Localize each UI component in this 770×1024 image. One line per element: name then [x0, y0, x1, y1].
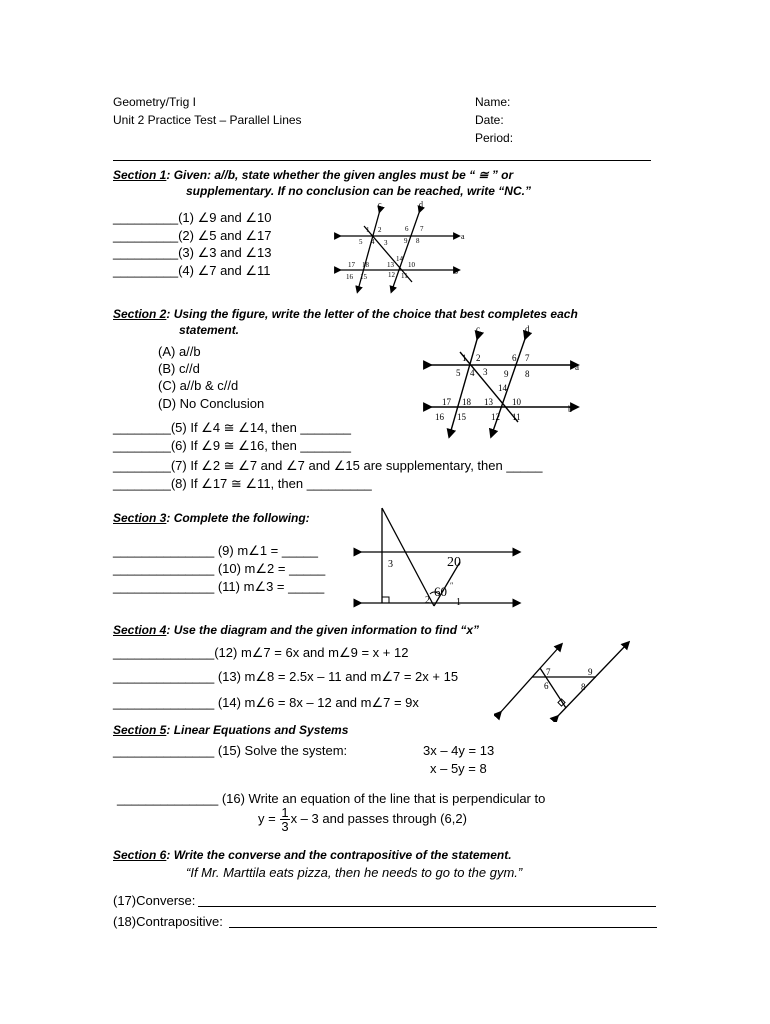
- s2-angle-7: 7: [525, 353, 530, 363]
- s2-angle-1: 1: [462, 353, 467, 363]
- s1-angle-7: 7: [420, 225, 424, 233]
- contrapositive-answer-line: [229, 927, 657, 928]
- s2-angle-9: 9: [504, 369, 509, 379]
- s1-angle-14: 14: [396, 255, 403, 263]
- section3-instruction: : Complete the following:: [166, 511, 310, 525]
- s1-label-d: d: [419, 200, 423, 209]
- s2-angle-8: 8: [525, 369, 530, 379]
- question-7: ________(7) If ∠2 ≅ ∠7 and ∠7 and ∠15 are supplementary, then _____: [113, 458, 543, 473]
- question-6: ________(6) If ∠9 ≅ ∠16, then _______: [113, 438, 352, 453]
- s1-angle-5: 5: [359, 238, 363, 246]
- s2-angle-15: 15: [457, 412, 466, 422]
- converse-answer-line: [198, 906, 656, 907]
- question-16: ______________ (16) Write an equation of the line that is perpendicular to: [117, 791, 546, 806]
- section1-heading: [113, 168, 513, 182]
- section2-figure: [420, 322, 595, 440]
- choice-b: (B) c//d: [158, 361, 200, 376]
- s1-angle-2: 2: [378, 226, 382, 234]
- s2-angle-18: 18: [462, 397, 471, 407]
- section5-label: Section 5: [113, 723, 167, 737]
- question-2: _________(2) ∠5 and ∠17: [113, 228, 272, 243]
- question-10: ______________ (10) m∠2 = _____: [113, 561, 326, 576]
- question-8: ________(8) If ∠17 ≅ ∠11, then _________: [113, 476, 372, 491]
- choice-d: (D) No Conclusion: [158, 396, 265, 411]
- choice-c: (C) a//b & c//d: [158, 378, 239, 393]
- s2-angle-12: 12: [491, 412, 500, 422]
- s1-angle-13: 13: [387, 261, 394, 269]
- s1-label-a: a: [461, 232, 465, 241]
- question-12: ______________(12) m∠7 = 6x and m∠9 = x + 12: [113, 645, 409, 660]
- section2-instruction-2: statement.: [179, 323, 240, 337]
- question-3: _________(3) ∠3 and ∠13: [113, 245, 272, 260]
- question-11: ______________ (11) m∠3 = _____: [113, 579, 325, 594]
- question-13: ______________ (13) m∠8 = 2.5x – 11 and m∠7 = 2x + 15: [113, 669, 459, 684]
- question-5: ________(5) If ∠4 ≅ ∠14, then _______: [113, 420, 352, 435]
- s3-angle-2: 2: [425, 595, 430, 606]
- converse-label: (17)Converse:: [113, 893, 196, 908]
- section4-label: Section 4: [113, 623, 167, 637]
- s2-angle-4: 4: [470, 368, 475, 378]
- section3-heading: [113, 511, 310, 525]
- section4-heading: [113, 623, 479, 637]
- conditional-statement: “If Mr. Marttila eats pizza, then he needs to go to the gym.”: [186, 865, 523, 880]
- section6-label: Section 6: [113, 848, 167, 862]
- section1-instruction-2: supplementary. If no conclusion can be reached, write “NC.”: [186, 184, 531, 198]
- section5-instruction: : Linear Equations and Systems: [166, 723, 349, 737]
- question-9: ______________ (9) m∠1 = _____: [113, 543, 319, 558]
- section6-heading: [113, 848, 512, 862]
- fraction-numerator: 1: [281, 805, 289, 820]
- section4-instruction: : Use the diagram and the given information to find “x”: [166, 623, 480, 637]
- s4-angle-7: 7: [546, 667, 551, 677]
- s2-angle-11: 11: [512, 412, 521, 422]
- contrapositive-label: (18)Contrapositive:: [113, 914, 223, 929]
- course-title: Geometry/Trig I: [113, 95, 196, 109]
- s2-angle-17: 17: [442, 397, 451, 407]
- s1-angle-4: 4: [371, 238, 375, 246]
- s1-angle-18: 18: [362, 261, 369, 269]
- s2-label-b: b: [568, 404, 573, 414]
- s1-angle-6: 6: [405, 225, 409, 233]
- s4-angle-9: 9: [588, 667, 593, 677]
- s3-degree-mark: ″: [450, 581, 454, 590]
- s2-angle-13: 13: [484, 397, 493, 407]
- section2-heading: [113, 307, 578, 321]
- s1-angle-8: 8: [416, 237, 420, 245]
- section2-label: Section 2: [113, 307, 167, 321]
- section1-instruction: : Given: a//b, state whether the given angles must be “ ≅ ” or: [166, 168, 514, 182]
- s2-angle-5: 5: [456, 368, 461, 378]
- section5-heading: [113, 723, 348, 737]
- period-label: Period:: [475, 131, 514, 145]
- s2-angle-14: 14: [498, 383, 507, 393]
- s2-label-a: a: [575, 362, 579, 372]
- s1-label-b: b: [454, 267, 458, 276]
- equation-y: y =: [258, 810, 280, 826]
- s1-angle-1: 1: [366, 226, 370, 234]
- test-title: Unit 2 Practice Test – Parallel Lines: [113, 113, 302, 127]
- s1-angle-3: 3: [384, 239, 388, 247]
- s3-label-20: 20: [447, 555, 461, 570]
- section3-figure: [350, 502, 525, 614]
- equation-rest: x – 3 and passes through (6,2): [290, 810, 467, 826]
- s1-angle-9: 9: [404, 237, 408, 245]
- s3-angle-3: 3: [388, 559, 393, 570]
- name-label: Name:: [475, 95, 511, 109]
- s4-angle-8: 8: [581, 682, 586, 692]
- s2-angle-6: 6: [512, 353, 517, 363]
- question-14: ______________ (14) m∠6 = 8x – 12 and m∠7 = 9x: [113, 695, 419, 710]
- choice-a: (A) a//b: [158, 344, 201, 359]
- s1-angle-10: 10: [408, 261, 415, 269]
- date-label: Date:: [475, 113, 504, 127]
- s2-angle-3: 3: [483, 367, 488, 377]
- s2-label-d: d: [525, 324, 530, 334]
- system-equation-1: 3x – 4y = 13: [423, 743, 495, 758]
- s1-angle-15: 15: [360, 273, 367, 281]
- section2-instruction: : Using the figure, write the letter of the choice that best completes each: [166, 307, 578, 321]
- s1-angle-11: 11: [401, 272, 408, 280]
- s4-angle-6: 6: [544, 681, 549, 691]
- system-equation-2: x – 5y = 8: [430, 761, 487, 776]
- s1-angle-17: 17: [348, 261, 355, 269]
- fraction-one-third: [280, 806, 289, 833]
- s1-label-c: c: [378, 200, 382, 209]
- section4-figure: [494, 640, 636, 722]
- s1-angle-16: 16: [346, 273, 353, 281]
- section1-label: Section 1: [113, 168, 167, 182]
- question-1: _________(1) ∠9 and ∠10: [113, 210, 272, 225]
- section3-label: Section 3: [113, 511, 167, 525]
- header-divider: [113, 160, 651, 161]
- section6-instruction: : Write the converse and the contrapositive of the statement.: [166, 848, 512, 862]
- s3-label-60: 60: [434, 584, 447, 599]
- question-15: ______________ (15) Solve the system:: [113, 743, 348, 758]
- section1-figure: [330, 198, 480, 296]
- line-equation: [258, 806, 467, 833]
- s2-angle-2: 2: [476, 353, 481, 363]
- s1-angle-12: 12: [388, 271, 395, 279]
- s2-angle-10: 10: [512, 397, 521, 407]
- fraction-denominator: 3: [281, 819, 289, 834]
- s2-angle-16: 16: [435, 412, 444, 422]
- question-4: _________(4) ∠7 and ∠11: [113, 263, 271, 278]
- s2-label-c: c: [476, 324, 480, 334]
- s3-angle-1: 1: [456, 597, 461, 608]
